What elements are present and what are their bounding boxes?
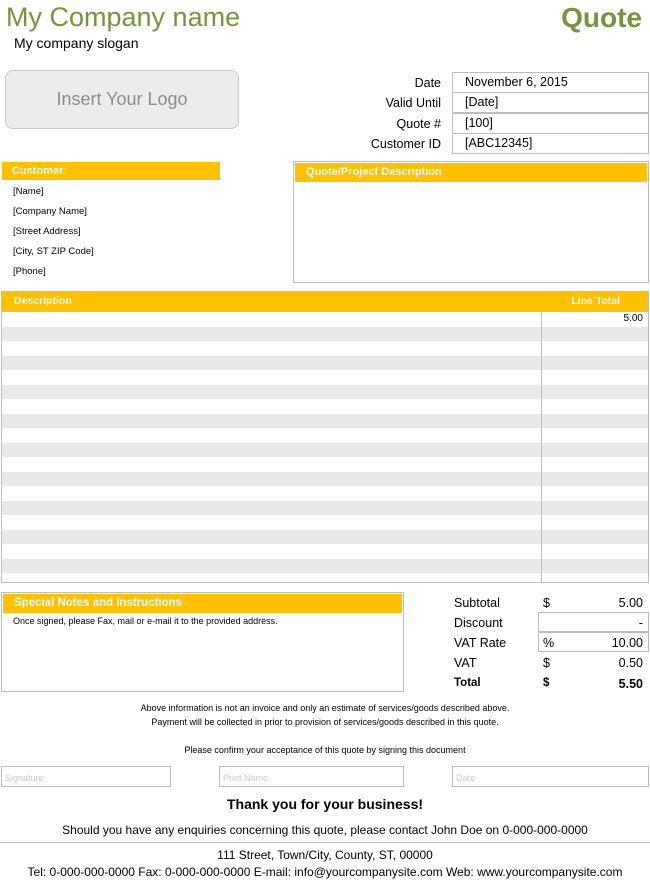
line-items-header — [2, 292, 648, 312]
column-divider — [541, 292, 542, 582]
company-name: My Company name — [6, 2, 241, 32]
logo-placeholder[interactable] — [5, 70, 239, 129]
item-line-total-cell[interactable]: 5.00 — [623, 313, 643, 324]
company-slogan: My company slogan — [14, 35, 139, 51]
quote-number-label: Quote # — [396, 117, 441, 131]
disclaimer-line-2: Payment will be collected in prior to provision of services/goods described in this quote. — [151, 717, 499, 727]
customer-phone-field[interactable]: [Phone] — [13, 266, 46, 277]
table-row[interactable] — [2, 399, 648, 414]
table-row[interactable] — [2, 530, 648, 545]
table-row[interactable] — [2, 370, 648, 385]
customer-street-field[interactable]: [Street Address] — [13, 226, 81, 237]
subtotal-label: Subtotal — [454, 596, 500, 610]
quote-number-field[interactable]: [100] — [452, 113, 649, 134]
special-notes-box[interactable] — [1, 592, 404, 692]
project-description-heading: Quote/Project Description — [295, 163, 647, 182]
table-row[interactable] — [2, 544, 648, 559]
discount-field[interactable] — [538, 612, 649, 632]
table-row[interactable] — [2, 327, 648, 342]
table-row[interactable] — [2, 559, 648, 574]
line-total-column-header: Line Total — [571, 295, 620, 307]
thank-you-message: Thank you for your business! — [226, 796, 424, 812]
date-label: Date — [414, 76, 441, 90]
special-notes-heading: Special Notes and Instructions — [3, 594, 402, 613]
customer-company-field[interactable]: [Company Name] — [13, 206, 87, 217]
table-row[interactable] — [2, 428, 648, 443]
table-row[interactable] — [2, 573, 648, 583]
vat-rate-label: VAT Rate — [454, 636, 507, 650]
vat-value: 0.50 — [618, 656, 643, 670]
table-row[interactable] — [2, 385, 648, 400]
enquiry-contact-text: Should you have any enquiries concerning this quote, please contact John Doe on 0-000-000-0000 — [62, 823, 588, 837]
table-row[interactable] — [2, 486, 648, 501]
discount-value: - — [638, 616, 643, 630]
project-description-box[interactable] — [293, 161, 649, 283]
document-title: Quote — [561, 2, 642, 33]
table-row[interactable] — [2, 341, 648, 356]
total-unit: $ — [543, 677, 550, 689]
signature-field[interactable]: Signature — [1, 766, 171, 787]
disclaimer-line-1: Above information is not an invoice and only an estimate of services/goods described above. — [140, 703, 510, 713]
vat-unit: $ — [543, 656, 550, 670]
vat-rate-value: 10.00 — [611, 636, 643, 650]
vat-rate-unit: % — [543, 636, 555, 650]
table-row[interactable] — [2, 501, 648, 516]
subtotal-value: 5.00 — [618, 596, 643, 610]
logo-placeholder-text: Insert Your Logo — [56, 89, 188, 109]
acceptance-instruction: Please confirm your acceptance of this quote by signing this document — [184, 745, 466, 755]
print-name-field[interactable]: Print Name — [219, 766, 404, 787]
table-row[interactable] — [2, 312, 648, 327]
customer-city-field[interactable]: [City, ST ZIP Code] — [13, 246, 94, 257]
customer-id-label: Customer ID — [370, 137, 441, 151]
discount-label: Discount — [454, 616, 503, 630]
customer-heading: Customer: — [2, 162, 220, 180]
line-items-table — [1, 291, 649, 583]
description-column-header: Description — [14, 295, 72, 307]
table-row[interactable] — [2, 356, 648, 371]
table-row[interactable] — [2, 457, 648, 472]
total-label: Total — [454, 677, 481, 689]
footer-divider — [0, 842, 650, 843]
vat-label: VAT — [454, 656, 477, 670]
subtotal-unit: $ — [543, 596, 550, 610]
special-notes-text: Once signed, please Fax, mail or e-mail it to the provided address. — [13, 616, 278, 626]
date-field[interactable]: November 6, 2015 — [452, 72, 649, 93]
signature-date-field[interactable]: Date — [452, 766, 649, 787]
table-row[interactable] — [2, 414, 648, 429]
table-row[interactable] — [2, 443, 648, 458]
customer-id-field[interactable]: [ABC12345] — [452, 133, 649, 154]
customer-name-field[interactable]: [Name] — [13, 186, 44, 197]
valid-until-field[interactable]: [Date] — [452, 92, 649, 113]
table-row[interactable] — [2, 515, 648, 530]
table-row[interactable] — [2, 472, 648, 487]
valid-until-label: Valid Until — [385, 96, 441, 110]
company-address: 111 Street, Town/City, County, ST, 00000 — [217, 848, 433, 862]
company-contact-info: Tel: 0-000-000-0000 Fax: 0-000-000-0000 E-mail: info@yourcompanysite.com Web: www.yourcompanysite.com — [27, 865, 623, 879]
total-value: 5.50 — [618, 677, 643, 691]
